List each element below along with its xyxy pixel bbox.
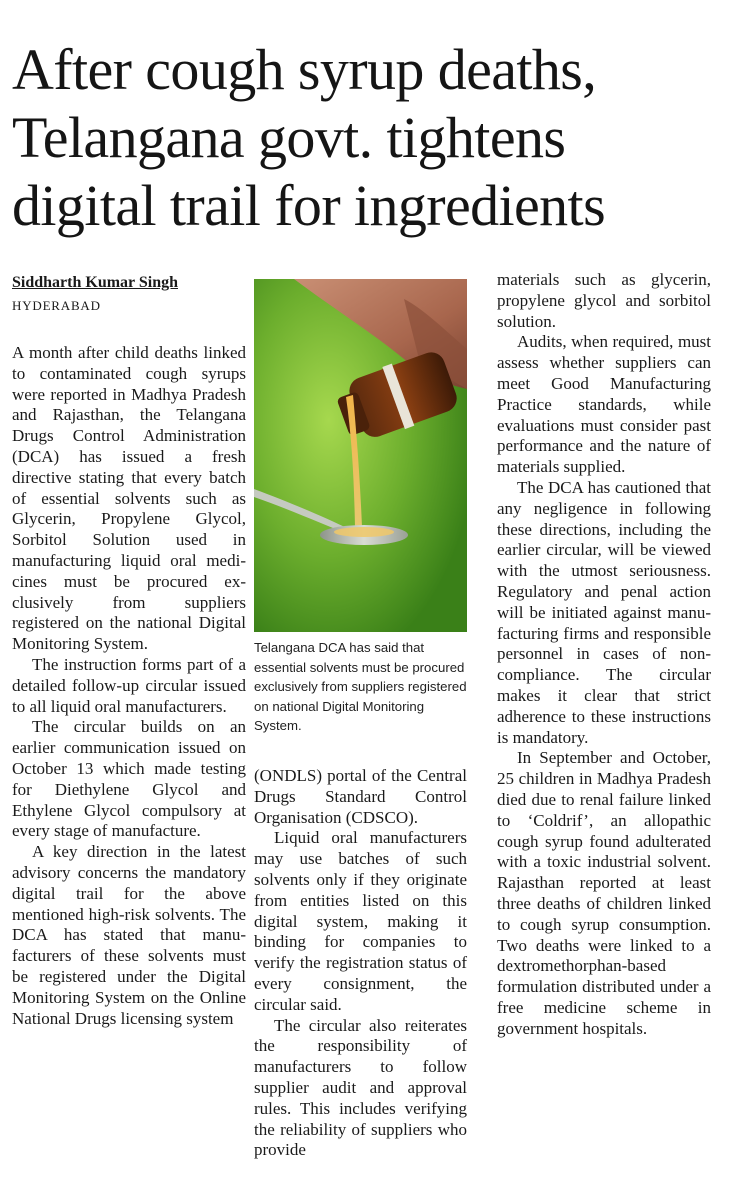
paragraph: (ONDLS) portal of the Central Drugs Standard Control Organisation (CDSCO). <box>254 766 467 827</box>
headline-line-2: Telangana govt. tightens <box>12 105 566 170</box>
cough-syrup-pouring-icon <box>254 279 467 632</box>
article-column-1 <box>12 343 246 1029</box>
paragraph: A month after child deaths linked to contaminated cough syrups were reported in Madhya Pradesh and Rajasthan, the Telangana Drugs Control Administration (DCA) has issued a fresh directive stating that every batch of essential solvents such as Glycerin, Propylene Glycol, Sorbitol Solution used in manufacturing liquid oral medicines must be procured exclusively from suppliers registered on the national Digital Monitoring System. <box>12 343 246 654</box>
headline-line-3: digital trail for ingredients <box>12 173 606 238</box>
paragraph: A key direction in the latest advisory concerns the mandatory digital trail for the above mentioned high-risk solvents. The DCA has stated that manufacturers of these solvents must be registered under the Digital Monitoring System on the Online National Drugs licensing system <box>12 842 246 1028</box>
headline <box>12 36 732 240</box>
dateline: HYDERABAD <box>12 298 101 313</box>
headline-line-1: After cough syrup deaths, <box>12 37 597 102</box>
paragraph: The circular builds on an earlier communication issued on October 13 which made testing for Diethylene Glycol and Ethylene Glycol compulsory at every stage of manufacture. <box>12 717 246 841</box>
cough-syrup-photo <box>254 279 467 632</box>
paragraph: In September and October, 25 children in Madhya Pradesh died due to renal failure linked to ‘Coldrif’, an allopathic cough syrup found adulterated with a toxic industrial solvent. Rajasthan reported at least three deaths of children linked to cough syrup consumption. Two deaths were linked to a dextromethorphan-based formulation distributed under a free medicine scheme in government hospitals. <box>497 748 711 1038</box>
paragraph: The instruction forms part of a detailed follow-up circular issued to all liquid oral manufacturers. <box>12 654 246 716</box>
paragraph: The circular also reiterates the responsibility of manufacturers to follow supplier audit and approval rules. This includes verifying the reliability of suppliers who provide <box>254 1015 467 1160</box>
article-column-3 <box>497 270 711 1039</box>
photo-caption: Telangana DCA has said that essential solvents must be procured exclusively from suppliers registered on national Digital Monitoring System. <box>254 640 467 734</box>
paragraph: Audits, when required, must assess whether suppliers can meet Good Manufacturing Practice standards, while evaluations must consider past performance and the nature of materials supplied. <box>497 332 711 477</box>
article-column-2 <box>254 766 467 1161</box>
paragraph: materials such as glycerin, propylene glycol and sorbitol solution. <box>497 270 711 331</box>
paragraph: Liquid oral manufacturers may use batches of such solvents only if they originate from entities listed on this digital system, making it binding for companies to verify the registration status of every consignment, the circular said. <box>254 828 467 1014</box>
author-byline: Siddharth Kumar Singh <box>12 274 178 291</box>
paragraph: The DCA has cautioned that any negligence in following these directions, including the earlier circular, will be viewed with the utmost seriousness. Regulatory and penal action will be initiated against manufacturing firms and responsible personnel in cases of non-compliance. The circular makes it clear that strict adherence to these instructions is mandatory. <box>497 477 711 747</box>
